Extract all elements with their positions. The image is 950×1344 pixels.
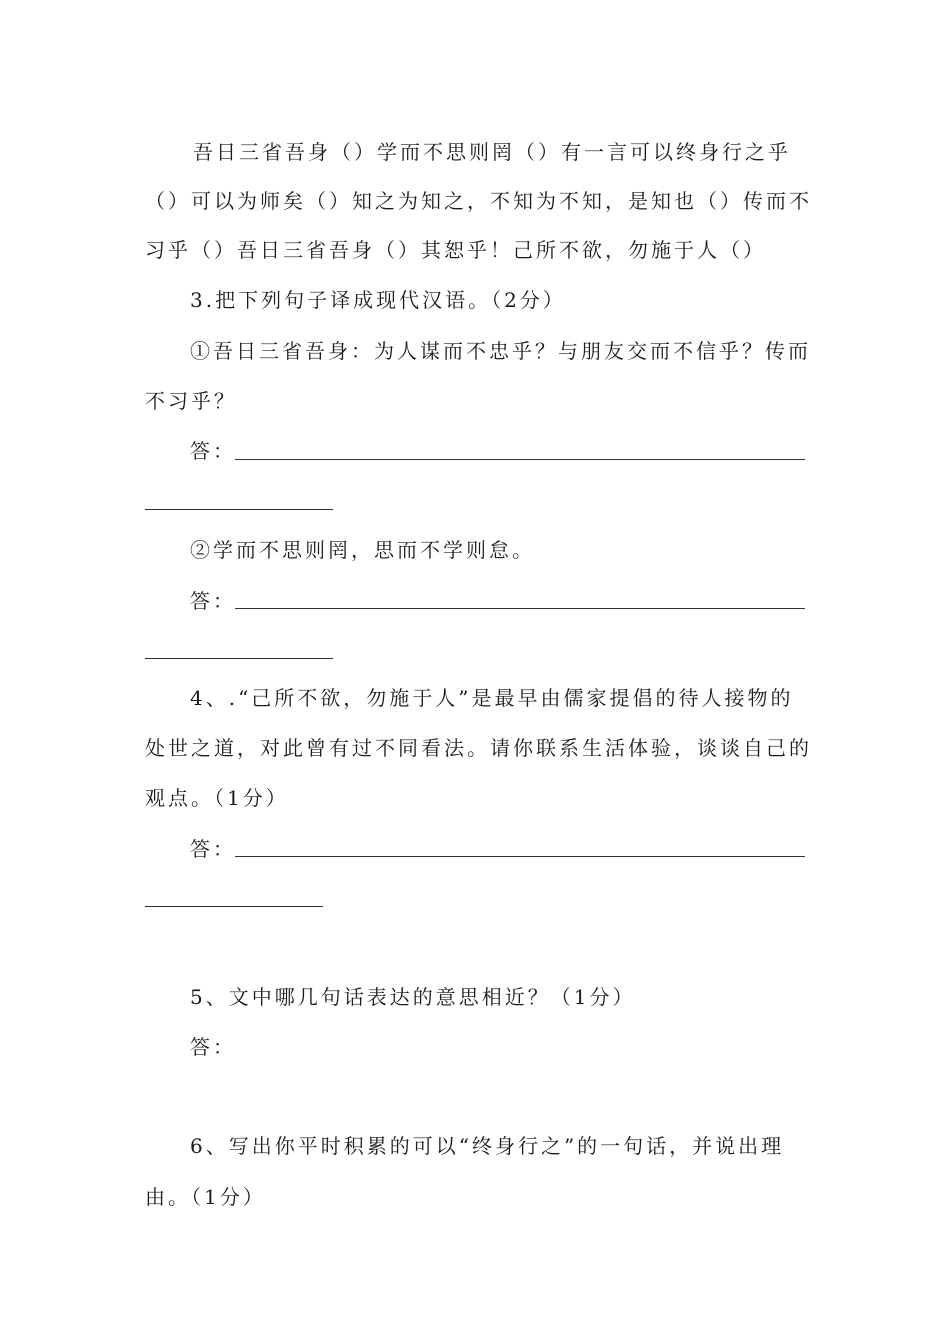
question-3-item-1-line-1: ①吾日三省吾身：为人谋而不忠乎？与朋友交而不信乎？传而 bbox=[190, 339, 811, 363]
question-4-line-1: 4、.“己所不欲，勿施于人”是最早由儒家提倡的待人接物的 bbox=[190, 686, 794, 710]
answer-4-line[interactable] bbox=[235, 856, 805, 857]
passage-line-3: 习乎（）吾日三省吾身（）其恕乎！己所不欲，勿施于人（） bbox=[145, 238, 766, 262]
question-3-answer-1-label: 答： bbox=[190, 439, 236, 463]
question-5-title: 5、文中哪几句话表达的意思相近？（1分） bbox=[190, 985, 636, 1009]
question-4-line-2: 处世之道，对此曾有过不同看法。请你联系生活体验，谈谈自己的 bbox=[145, 736, 812, 760]
passage-line-1: 吾日三省吾身（）学而不思则罔（）有一言可以终身行之乎 bbox=[193, 140, 791, 164]
answer-2-continuation-line[interactable] bbox=[145, 658, 333, 659]
question-4-line-3: 观点。（1分） bbox=[145, 786, 289, 810]
question-4-answer-label: 答： bbox=[190, 837, 236, 861]
question-3-title: 3.把下列句子译成现代汉语。（2分） bbox=[190, 288, 566, 312]
question-3-answer-2-label: 答： bbox=[190, 589, 236, 613]
question-3-item-1-line-2: 不习乎？ bbox=[145, 389, 237, 413]
answer-1-continuation-line[interactable] bbox=[145, 509, 333, 510]
answer-1-line[interactable] bbox=[235, 459, 805, 460]
answer-4-continuation-line[interactable] bbox=[145, 906, 323, 907]
question-3-item-2: ②学而不思则罔，思而不学则怠。 bbox=[190, 538, 535, 562]
answer-2-line[interactable] bbox=[235, 608, 805, 609]
question-6-line-1: 6、写出你平时积累的可以“终身行之”的一句话，并说出理 bbox=[190, 1134, 785, 1158]
question-5-answer-label: 答： bbox=[190, 1035, 236, 1059]
passage-line-2: （）可以为师矣（）知之为知之，不知为不知，是知也（）传而不 bbox=[145, 189, 812, 213]
question-6-line-2: 由。（1分） bbox=[145, 1185, 266, 1209]
